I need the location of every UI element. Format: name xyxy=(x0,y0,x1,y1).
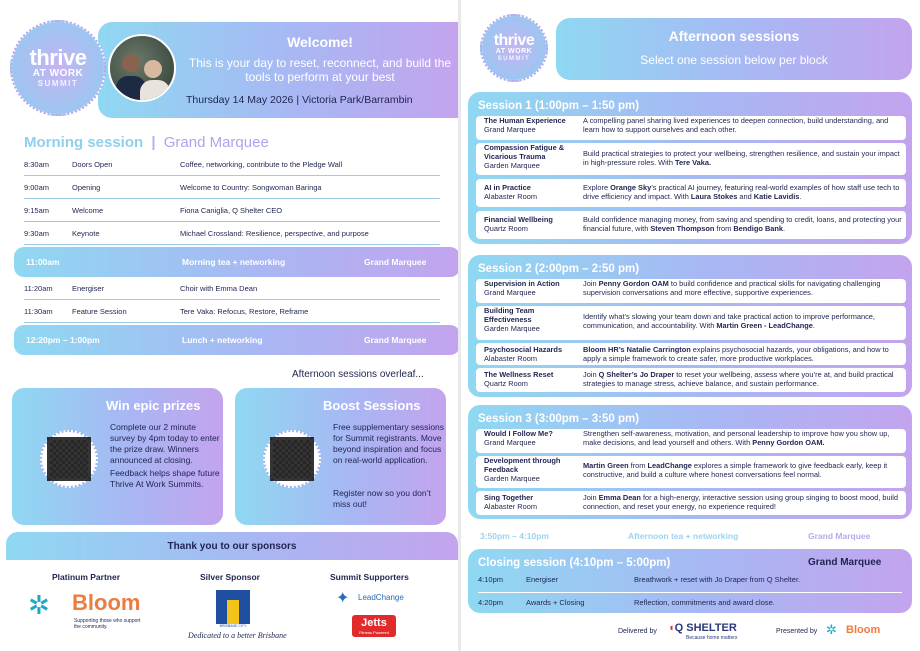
delivered-label: Delivered by xyxy=(618,628,657,635)
prizes-text2: Feedback helps shape future Thrive At Work Summits. xyxy=(110,468,220,489)
agenda-time: 8:30am xyxy=(24,160,50,169)
band-time: 12:20pm – 1:00pm xyxy=(26,335,100,345)
agenda-row xyxy=(24,177,440,199)
prizes-text: Complete our 2 minute survey by 4pm today to enter the prize draw. Winners announced at closing. xyxy=(110,422,220,465)
band-label: Morning tea + networking xyxy=(182,257,286,267)
session-name: Psychosocial Hazards xyxy=(484,345,563,354)
boost-text2: Register now so you don’t miss out! xyxy=(333,488,431,509)
session-desc: . xyxy=(783,224,786,233)
session-row[interactable] xyxy=(476,456,906,488)
session-name: The Wellness Reset xyxy=(484,370,554,379)
agenda-label: Keynote xyxy=(72,229,100,238)
jetts-name: Jetts xyxy=(361,617,387,629)
brisbane-small: BRISBANE CITY xyxy=(219,624,247,628)
session-venue: Grand Marquee xyxy=(484,438,536,447)
agenda-time: 9:00am xyxy=(24,183,50,192)
tea-label: Afternoon tea + networking xyxy=(628,531,739,541)
prizes-title: Win epic prizes xyxy=(106,398,201,413)
morning-venue: Grand Marquee xyxy=(163,134,269,151)
speakers-photo xyxy=(108,34,176,102)
session-name: Sing Together xyxy=(484,493,534,502)
agenda-time: 9:15am xyxy=(24,206,50,215)
overleaf-note: Afternoon sessions overleaf... xyxy=(292,369,424,380)
left-page xyxy=(0,0,458,651)
session-desc: Strengthen self-awareness, motivation, and personal leadership to improve how you show up, make decisions, and lead yourself and others. With xyxy=(583,429,890,447)
session-row[interactable] xyxy=(476,306,906,340)
event-date-line: Thursday 14 May 2026 | Victoria Park/Barrambin xyxy=(186,94,413,106)
session-desc: Identify what’s slowing your team down and take practical action to improve performance, communication, and accountability. With xyxy=(583,312,875,330)
closing-detail: Breathwork + reset with Jo Draper from Q Shelter. xyxy=(634,575,801,584)
session-row[interactable] xyxy=(476,143,906,175)
logo-line3: SUMMIT xyxy=(497,56,531,62)
afternoon-subtitle: Select one session below per block xyxy=(640,53,828,67)
prizes-card xyxy=(12,388,223,525)
session-speaker: Q Shelter’s Jo Draper xyxy=(598,370,675,379)
session-row[interactable] xyxy=(476,279,906,303)
session-name: Development through Feedback xyxy=(484,456,561,474)
session-1-block xyxy=(468,92,912,244)
agenda-label: Welcome xyxy=(72,206,104,215)
session-desc: Join xyxy=(583,493,599,502)
session-org: LeadChange xyxy=(647,461,692,470)
event-date: Thursday 14 May 2026 xyxy=(186,94,294,106)
session-row[interactable] xyxy=(476,491,906,515)
platinum-label: Platinum Partner xyxy=(52,572,121,582)
afternoon-title: Afternoon sessions xyxy=(668,28,800,44)
session-desc: for a high-energy, interactive session using group singing to boost mood, build connection, and reset your energy, no experience required! xyxy=(583,493,898,511)
session-org: Orange Sky xyxy=(610,183,652,192)
heading-divider: | xyxy=(151,134,156,151)
boost-text: Free supplementary sessions for Summit registrants. Move beyond inspiration and focus on real-world application. xyxy=(333,422,445,465)
session-speaker: Steven Thompson xyxy=(650,224,715,233)
session-desc: Build confidence managing money, from saving and spending to credit, loans, and protecting your financial future, with xyxy=(583,215,902,233)
lunch-band xyxy=(14,325,458,355)
session-desc: from xyxy=(628,461,648,470)
bloom-logo: Bloom xyxy=(72,590,141,615)
session-desc: explains psychosocial hazards, your obligations, and how to apply a simple framework to create safer, more productive workplaces. xyxy=(583,345,889,363)
qshelter-tagline: Because home matters xyxy=(686,635,738,641)
session-3-title: Session 3 (3:00pm – 3:50 pm) xyxy=(478,413,640,425)
agenda-detail: Tere Vaka: Refocus, Restore, Reframe xyxy=(180,307,309,316)
session-speaker: Emma Dean xyxy=(598,493,641,502)
closing-venue: Grand Marquee xyxy=(808,557,882,568)
session-2-title: Session 2 (2:00pm – 2:50 pm) xyxy=(478,263,640,275)
session-venue: Grand Marquee xyxy=(484,288,536,297)
session-name: Supervision in Action xyxy=(484,279,560,288)
session-speaker: Bloom HR’s Natalie Carrington xyxy=(583,345,691,354)
session-speaker: Laura Stokes xyxy=(690,192,738,201)
session-name: Financial Wellbeing xyxy=(484,215,553,224)
bloom-tagline: Supporting those who support the community. xyxy=(74,618,141,630)
logo-line3: SUMMIT xyxy=(37,79,79,88)
morning-title: Morning session xyxy=(24,134,144,151)
agenda-detail: Coffee, networking, contribute to the Pledge Wall xyxy=(180,160,343,169)
session-venue: Garden Marquee xyxy=(484,161,540,170)
qshelter-logo xyxy=(668,622,737,634)
presented-label: Presented by xyxy=(776,628,818,635)
tea-venue: Grand Marquee xyxy=(808,531,871,541)
closing-time: 4:20pm xyxy=(478,598,504,607)
agenda-label: Doors Open xyxy=(72,160,113,169)
session-desc: Explore xyxy=(583,183,611,192)
session-desc: Join xyxy=(583,279,599,288)
session-row[interactable] xyxy=(476,179,906,207)
band-venue: Grand Marquee xyxy=(364,335,427,345)
session-desc: Build practical strategies to protect your wellbeing, strengthen resilience, and sustain your impact in high-pressure roles. With xyxy=(583,149,900,167)
session-2-block xyxy=(468,255,912,397)
agenda-label: Feature Session xyxy=(72,307,127,316)
session-venue: Quartz Room xyxy=(484,224,528,233)
prizes-qr-code[interactable] xyxy=(40,430,98,488)
session-speaker: Katie Lavidis xyxy=(753,192,800,201)
agenda-row xyxy=(24,301,440,323)
summit-logo-small xyxy=(480,14,548,82)
session-3-block xyxy=(468,405,912,519)
jetts-logo xyxy=(352,615,396,637)
logo-line2: AT WORK xyxy=(32,68,84,79)
session-name: Compassion Fatigue & Vicarious Trauma xyxy=(484,143,565,161)
session-name: The Human Experience xyxy=(484,116,566,125)
closing-row xyxy=(478,575,902,593)
session-desc: from xyxy=(714,224,734,233)
agenda-detail: Choir with Emma Dean xyxy=(180,284,258,293)
jetts-tagline: Fitness Powered xyxy=(359,630,389,635)
band-time: 11:00am xyxy=(26,257,60,267)
session-row[interactable] xyxy=(476,343,906,365)
morning-tea-band xyxy=(14,247,458,277)
band-label: Lunch + networking xyxy=(182,335,263,345)
closing-block xyxy=(468,549,912,613)
morning-heading xyxy=(24,134,269,151)
session-speaker: Penny Gordon OAM xyxy=(598,279,669,288)
session-venue: Alabaster Room xyxy=(484,502,537,511)
session-name: AI in Practice xyxy=(484,183,531,192)
closing-label: Energiser xyxy=(526,575,559,584)
agenda-row xyxy=(24,154,440,176)
agenda-row xyxy=(24,200,440,222)
leadchange-icon: ✦ xyxy=(336,590,350,607)
session-speaker: Tere Vaka. xyxy=(675,158,712,167)
session-venue: Alabaster Room xyxy=(484,192,537,201)
session-desc: . xyxy=(799,192,802,201)
boost-card xyxy=(235,388,446,525)
logo-line1: thrive xyxy=(493,32,535,49)
session-speaker: Martin Green xyxy=(583,461,629,470)
agenda-label: Energiser xyxy=(72,284,105,293)
logo-line2: AT WORK xyxy=(495,48,533,55)
session-venue: Garden Marquee xyxy=(484,324,540,333)
session-desc: ’s practical AI journey, featuring real-world examples of how staff use tech to drive efficiency and impact. With xyxy=(583,183,900,201)
brisbane-logo xyxy=(216,590,250,624)
qshelter-name: Q SHELTER xyxy=(674,622,737,634)
session-desc: to build confidence and practical skills for navigating challenging supervision conversations and more effective, supportive experiences. xyxy=(583,279,881,297)
agenda-detail: Welcome to Country: Songwoman Baringa xyxy=(180,183,322,192)
closing-title: Closing session (4:10pm – 5:00pm) xyxy=(478,557,671,569)
qshelter-mark-icon: ◖ xyxy=(668,622,675,634)
agenda-row xyxy=(24,278,440,300)
sponsors-title: Thank you to our sponsors xyxy=(167,541,297,552)
boost-title: Boost Sessions xyxy=(323,398,421,413)
leadchange-logo: LeadChange xyxy=(358,593,404,602)
session-desc: explores a simple framework to give feedback early, keep it constructive, and build a culture where honest conversations feel normal. xyxy=(583,461,888,479)
agenda-time: 11:20am xyxy=(24,284,53,293)
session-desc: A compelling panel sharing lived experiences to deepen connection, build understanding, and learn how to support ourselves and each other. xyxy=(583,116,889,134)
session-desc: to reset your wellbeing, assess where you’re at, and build practical strategies to manage stress, achieve balance, and sustain performance. xyxy=(583,370,894,388)
band-venue: Grand Marquee xyxy=(364,257,427,267)
session-venue: Alabaster Room xyxy=(484,354,537,363)
event-venue: Victoria Park/Barrambin xyxy=(301,94,413,106)
session-speaker: Martin Green - LeadChange xyxy=(716,321,813,330)
brisbane-tagline: Dedicated to a better Brisbane xyxy=(188,631,287,640)
closing-label: Awards + Closing xyxy=(526,598,585,607)
sponsors-header xyxy=(6,532,458,562)
boost-qr-code[interactable] xyxy=(263,430,321,488)
agenda-time: 11:30am xyxy=(24,307,53,316)
agenda-label: Opening xyxy=(72,183,101,192)
closing-time: 4:10pm xyxy=(478,575,504,584)
agenda-time: 9:30am xyxy=(24,229,50,238)
welcome-title: Welcome! xyxy=(287,34,353,50)
session-venue: Grand Marquee xyxy=(484,125,536,134)
session-desc: . xyxy=(812,321,815,330)
session-row[interactable] xyxy=(476,368,906,392)
session-org: Bendigo Bank xyxy=(733,224,784,233)
agenda-row xyxy=(24,223,440,245)
session-row[interactable] xyxy=(476,211,906,239)
session-venue: Garden Marquee xyxy=(484,474,540,483)
supporters-label: Summit Supporters xyxy=(330,572,409,582)
city-hall-icon xyxy=(227,600,239,624)
session-desc: and xyxy=(737,192,754,201)
session-row[interactable] xyxy=(476,116,906,140)
agenda-detail: Michael Crossland: Resilience, perspective, and purpose xyxy=(180,229,369,238)
welcome-text: This is your day to reset, reconnect, and build the tools to perform at your best xyxy=(188,56,452,84)
silver-label: Silver Sponsor xyxy=(200,572,260,582)
session-row[interactable] xyxy=(476,429,906,453)
summit-logo xyxy=(10,20,106,116)
session-desc: Join xyxy=(583,370,599,379)
bloom-flower-icon: ✲ xyxy=(28,590,50,620)
tea-time: 3:50pm – 4:10pm xyxy=(480,531,549,541)
session-venue: Quartz Room xyxy=(484,379,528,388)
bloom-small-icon: ✲ xyxy=(826,622,837,637)
session-name: Would I Follow Me? xyxy=(484,429,553,438)
agenda-detail: Fiona Caniglia, Q Shelter CEO xyxy=(180,206,283,215)
session-name: Building Team Effectiveness xyxy=(484,306,535,324)
session-speaker: Penny Gordon OAM. xyxy=(752,438,825,447)
closing-detail: Reflection, commitments and award close. xyxy=(634,598,775,607)
bloom-small-logo: Bloom xyxy=(846,624,881,636)
afternoon-banner xyxy=(556,18,912,80)
logo-line1: thrive xyxy=(29,45,87,70)
session-1-title: Session 1 (1:00pm – 1:50 pm) xyxy=(478,100,640,112)
